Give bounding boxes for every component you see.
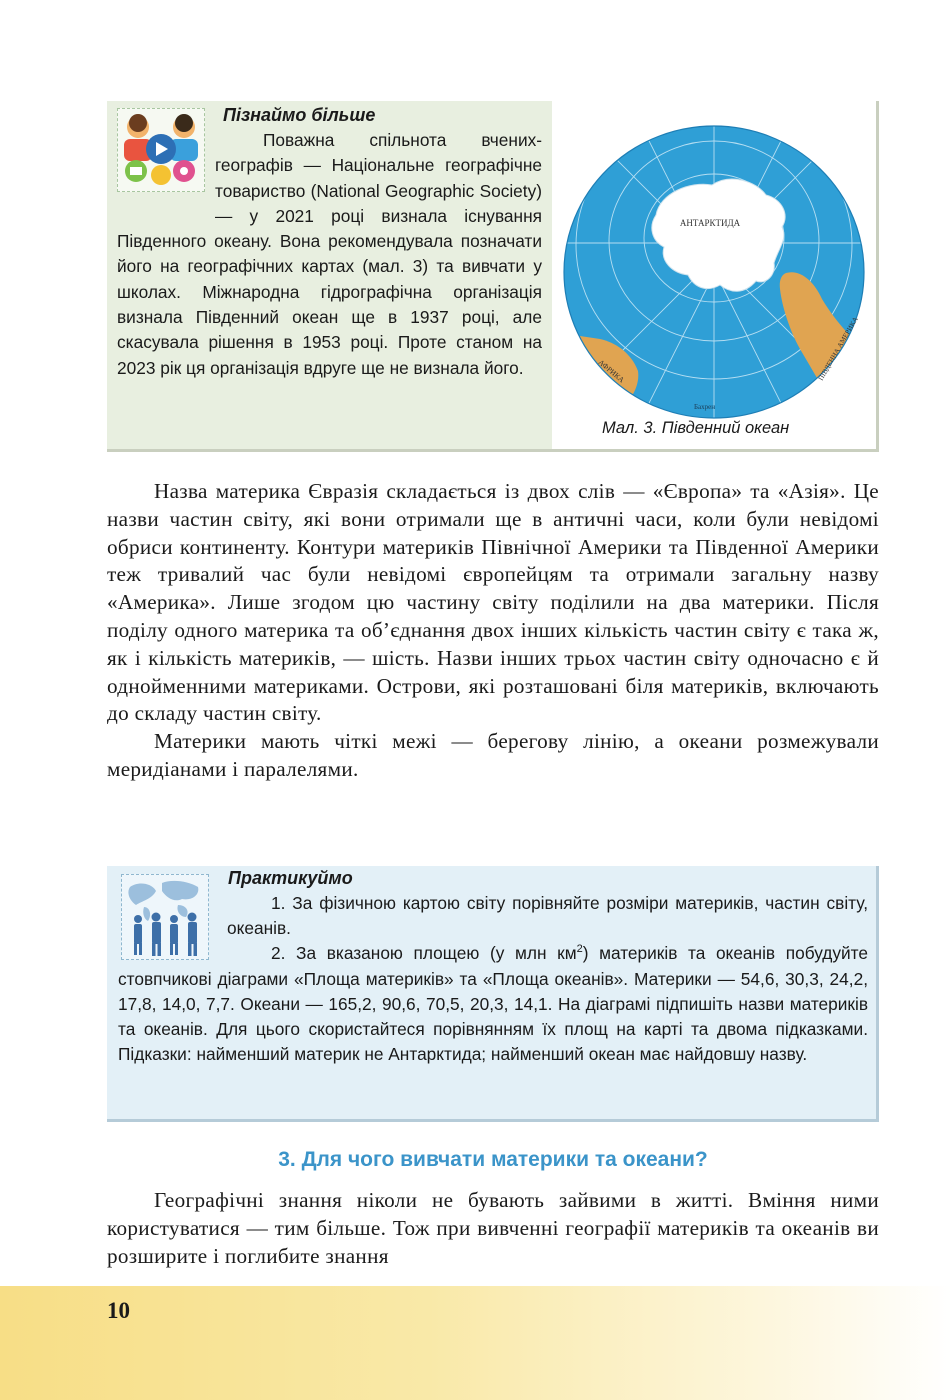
- bottom-place-label: Бахрен: [694, 403, 715, 411]
- section-paragraph: Географічні знання ніколи не бувають зайвими в житті. Вміння ними користуватися — тим більше. Тож при вивченні географії материків та океанів ви розширите і поглибите знання: [107, 1188, 879, 1268]
- figure-caption: Мал. 3. Південний океан: [602, 419, 790, 437]
- africa-label: АФРИКА: [596, 357, 627, 385]
- learn-more-text: Поважна спільнота вчених-географів — Національне географічне товариство (National Geographic Society) — у 2021 році визнала існування Південного океану. Вона рекомендувала позначати його на географічних картах (мал. 3) та вивчати у школах. Міжнародна гідрографічна організація визнала Південний океан ще в 1937 році, але скасувала рішення в 1953 році. Проте станом на 2023 рік ця організація вдруге ще не визнала його.: [117, 130, 542, 378]
- main-paragraph-1: Назва материка Євразія складається із двох слів — «Європа» та «Азія». Це назви частин світу, які вони отримали ще в античні часи, коли були невідомі обриси континенту. Контури материків Північної Америки та Південної Америки теж тривалий час були невідомі європейцям та отримали загальну назву «Америка». Лише згодом цю частину світу поділили на два материки. Після поділу одного материка та об’єднання двох інших кількість частин світу є така ж, як і кількість материків, — шість. Назви інших трьох частин світу одночасно є й однойменними материками. Острови, які розташовані біля материків, включають до складу частин світу.: [107, 479, 879, 726]
- footer-band: [0, 1286, 952, 1400]
- main-text: [107, 478, 879, 784]
- practice-task-1: 1. За фізичною картою світу порівняйте розміри материків, частин світу, океанів.: [227, 893, 868, 939]
- learn-more-box: [107, 101, 879, 452]
- section-text: [107, 1187, 879, 1270]
- practice-box: [107, 866, 879, 1122]
- south-america-label: ПІВДЕННА АМЕРИКА: [816, 315, 860, 382]
- antarctica-label: АНТАРКТИДА: [679, 218, 741, 228]
- section-heading: 3. Для чого вивчати материки та океани?: [278, 1148, 708, 1171]
- southern-ocean-map: [560, 123, 868, 421]
- learn-more-title: Пізнаймо більше: [223, 105, 376, 125]
- practice-task-2: 2. За вказаною площею (у млн $км^2$) материків та океанів побудуйте стовпчикові діаграми «Площа материків» та «Площа океанів». Материки — 54,6, 30,3, 24,2, 17,8, 14,0, 7,7. Океани — 165,2, 90,6, 70,5, 20,3, 14,1. На діаграмі підпишіть назви материків та океанів. Для цього скористайтеся порівнянням їх площ на карті та двома підказками. Підказки: найменший материк не Антарктида; найменший океан має найдовшу назву.: [118, 943, 868, 1065]
- southern-ocean-figure: [552, 101, 879, 449]
- practice-text: [118, 891, 868, 1067]
- learn-more-text-area: [107, 101, 552, 449]
- practice-title: Практикуймо: [228, 868, 353, 888]
- australia-edge-shape: [560, 123, 600, 153]
- main-paragraph-2: Материки мають чіткі межі — берегову лінію, а океани розмежували меридіанами і паралелями.: [107, 729, 879, 781]
- page-number: 10: [107, 1298, 130, 1323]
